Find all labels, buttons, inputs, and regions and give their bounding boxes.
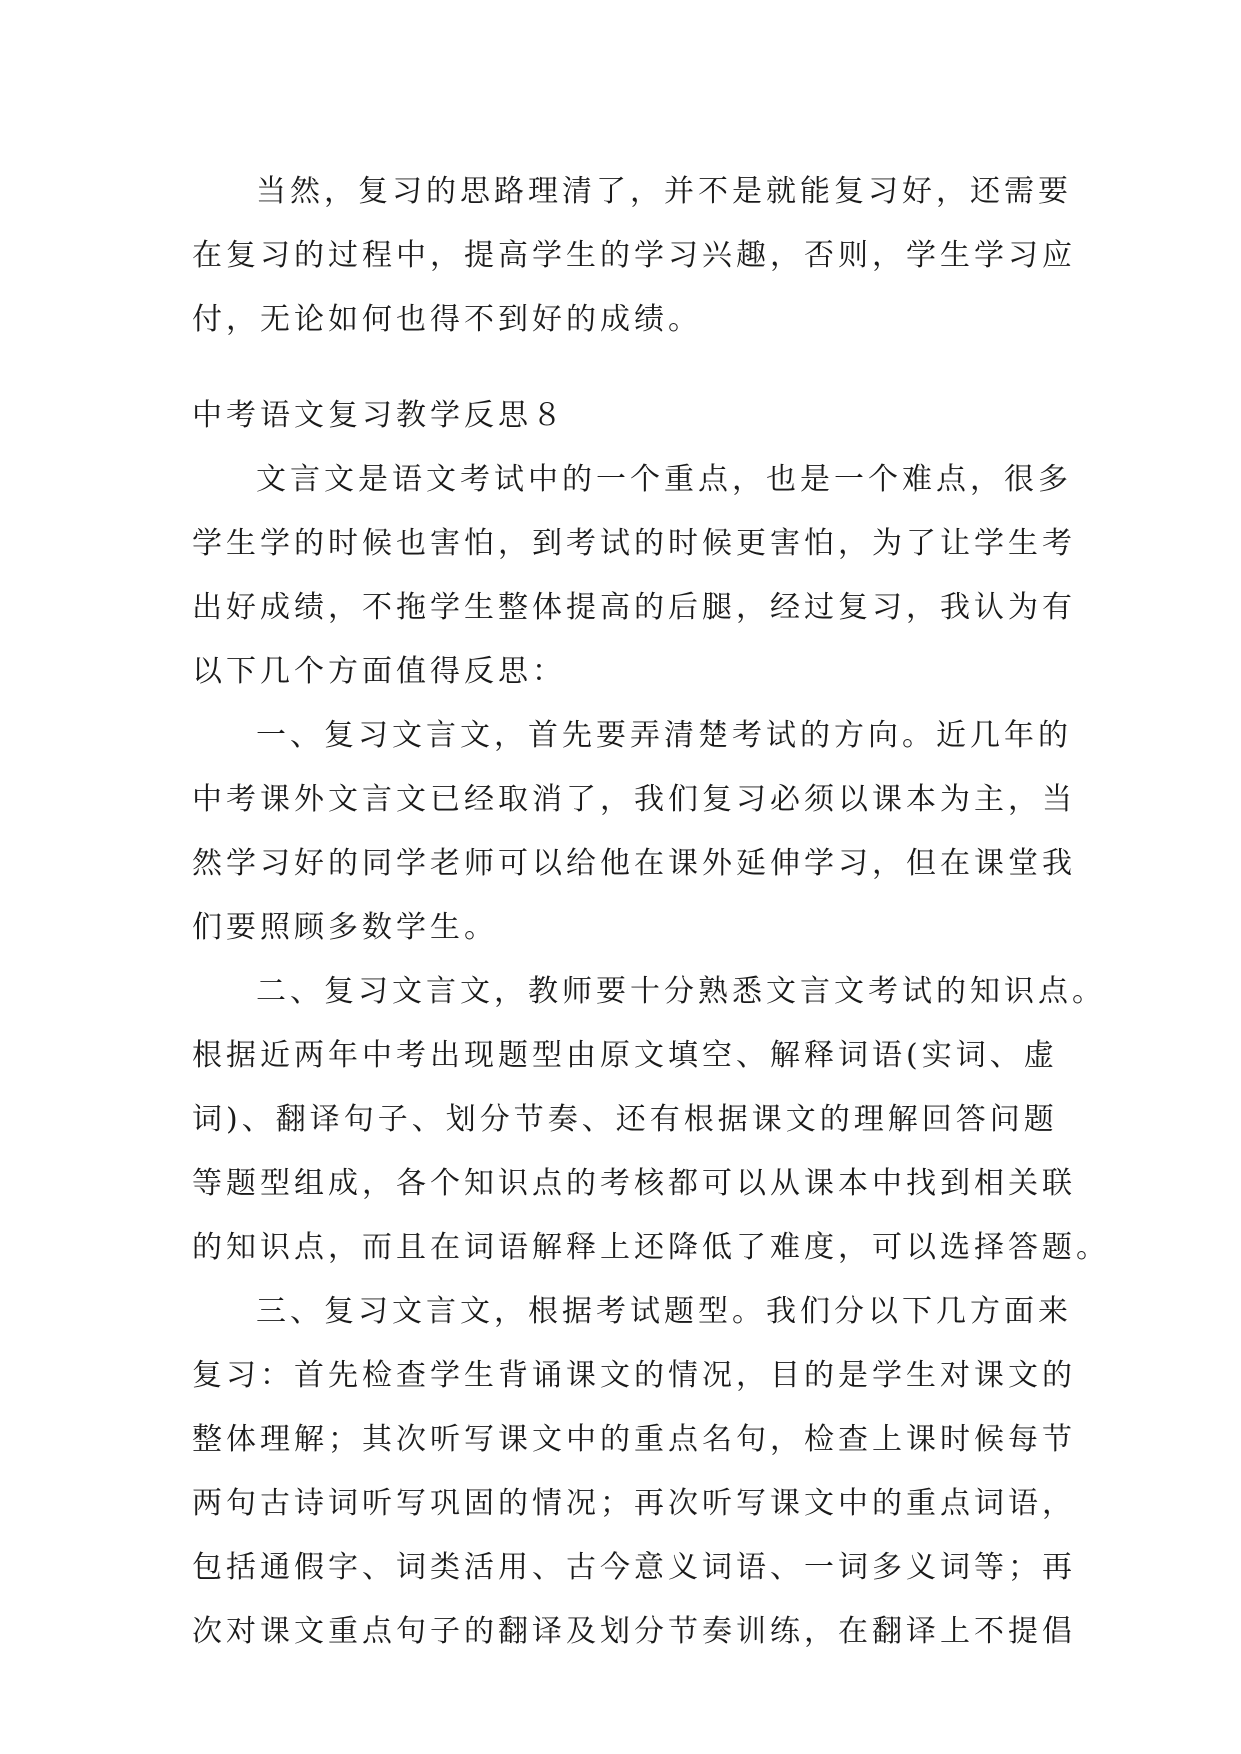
text-line: 整体理解；其次听写课文中的重点名句，检查上课时候每节: [192, 1422, 1076, 1457]
heading-text: 中考语文复习教学反思８: [192, 398, 566, 433]
text-line: 词)、翻译句子、划分节奏、还有根据课文的理解回答问题: [192, 1102, 1058, 1137]
text-line: 的知识点，而且在词语解释上还降低了难度，可以选择答题。: [192, 1230, 1110, 1265]
paragraph-4: [192, 960, 1110, 1280]
document-page: [192, 160, 1110, 1664]
text-line: 付，无论如何也得不到好的成绩。: [192, 302, 702, 337]
text-line: 学生学的时候也害怕，到考试的时候更害怕，为了让学生考: [192, 526, 1076, 561]
paragraph-gap: [192, 352, 1052, 384]
paragraph-1: [192, 160, 1076, 352]
paragraph-3: [192, 704, 1076, 960]
text-line: 出好成绩，不拖学生整体提高的后腿，经过复习，我认为有: [192, 590, 1076, 625]
text-line: 两句古诗词听写巩固的情况；再次听写课文中的重点词语，: [192, 1486, 1076, 1521]
text-line: 文言文是语文考试中的一个重点，也是一个难点，很多: [256, 462, 1072, 497]
text-line: 三、复习文言文，根据考试题型。我们分以下几方面来: [256, 1294, 1072, 1329]
text-line: 们要照顾多数学生。: [192, 910, 498, 945]
text-line: 一、复习文言文，首先要弄清楚考试的方向。近几年的: [256, 718, 1072, 753]
paragraph-5: [192, 1280, 1076, 1664]
paragraph-2: [192, 448, 1076, 704]
text-line: 复习：首先检查学生背诵课文的情况，目的是学生对课文的: [192, 1358, 1076, 1393]
text-line: 次对课文重点句子的翻译及划分节奏训练，在翻译上不提倡: [192, 1614, 1076, 1649]
text-line: 在复习的过程中，提高学生的学习兴趣，否则，学生学习应: [192, 238, 1076, 273]
text-line: 然学习好的同学老师可以给他在课外延伸学习，但在课堂我: [192, 846, 1076, 881]
text-line: 二、复习文言文，教师要十分熟悉文言文考试的知识点。: [256, 974, 1106, 1009]
text-line: 等题型组成，各个知识点的考核都可以从课本中找到相关联: [192, 1166, 1076, 1201]
text-line: 根据近两年中考出现题型由原文填空、解释词语(实词、虚: [192, 1038, 1058, 1073]
text-line: 包括通假字、词类活用、古今意义词语、一词多义词等；再: [192, 1550, 1076, 1585]
text-line: 中考课外文言文已经取消了，我们复习必须以课本为主，当: [192, 782, 1076, 817]
text-line: 当然，复习的思路理清了，并不是就能复习好，还需要: [256, 174, 1072, 209]
text-line: 以下几个方面值得反思：: [192, 654, 566, 689]
section-heading: [192, 384, 1052, 448]
